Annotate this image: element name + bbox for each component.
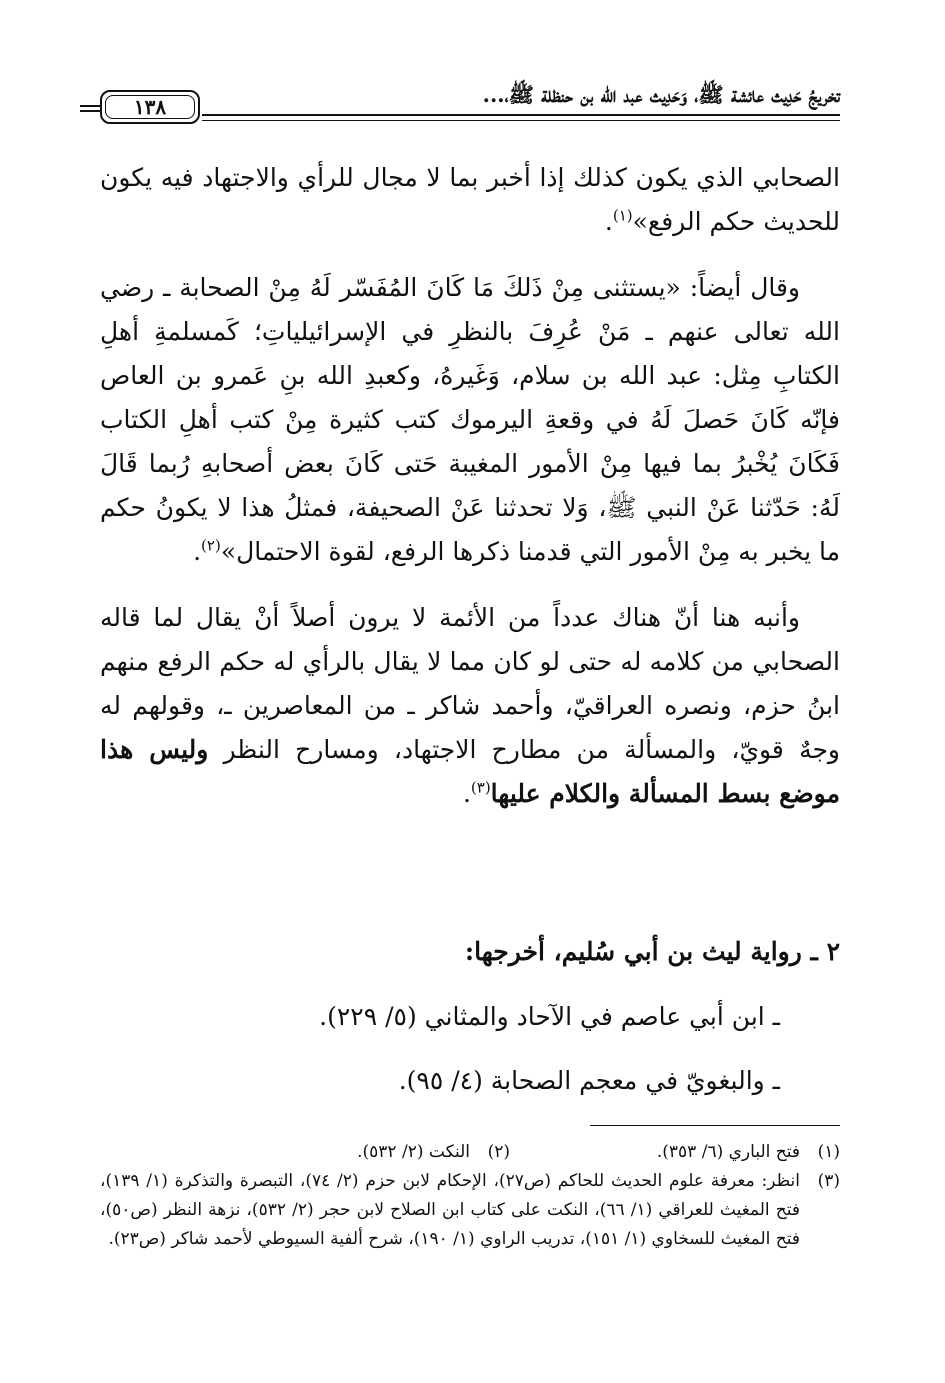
paragraph-1 <box>100 156 840 244</box>
paragraph-3-period: . <box>462 779 471 808</box>
footnote-2 <box>180 1138 510 1167</box>
footnote-ref-2: (٢) <box>201 536 221 555</box>
footnote-2-number: (٢) <box>487 1142 510 1162</box>
source-list <box>100 985 840 1113</box>
list-item: ـ والبغويّ في معجم الصحابة (٤/ ٩٥). <box>398 1066 780 1095</box>
footnote-1 <box>510 1138 840 1167</box>
footnote-3-number: (٣) <box>817 1171 840 1191</box>
footnote-1-number: (١) <box>817 1142 840 1162</box>
footnote-1-text: فتح الباري (٦/ ٣٥٣). <box>656 1142 800 1162</box>
paragraph-3-text: وأنبه هنا أنّ هناك عدداً من الأئمة لا يرون أصلاً أنْ يقال لما قاله الصحابي من كلامه له حتى لو كان مما لا يقال بالرأي له حكم الرفع منهم ابنُ حزم، ونصره العراقيّ، وأحمد شاكر ـ من المعاصرين ـ، وقولهم له وجهٌ قويّ، والمسألة من مطارح الاجتهاد، ومسارح النظر <box>100 603 841 764</box>
paragraph-3 <box>100 596 840 816</box>
footnote-ref-1: (١) <box>612 206 633 225</box>
paragraph-2 <box>100 266 840 574</box>
footnote-3 <box>100 1167 840 1254</box>
header-rule <box>202 114 840 121</box>
footnote-2-text: النكت (٢/ ٥٣٢). <box>357 1142 470 1162</box>
footnote-ref-3: (٣) <box>470 778 491 797</box>
footnote-row <box>100 1138 840 1167</box>
paragraph-2-period: . <box>193 537 202 566</box>
paragraph-3-bold-text: وليس هذا موضع بسط المسألة والكلام عليها <box>100 735 840 808</box>
page-number-text: ١٣٨ <box>133 95 167 119</box>
paragraph-1-period: . <box>604 207 613 236</box>
page-header <box>100 68 840 136</box>
footnote-3-text: انظر: معرفة علوم الحديث للحاكم (ص٢٧)، الإحكام لابن حزم (٢/ ٧٤)، التبصرة والتذكرة (١/ ١٣٩)، فتح المغيث للعراقي (١/ ٦٦)، النكت على كتاب ابن الصلاح لابن حجر (٢/ ٥٣٢)، نزهة النظر (ص٥٠)، فتح المغيث للسخاوي (١/ ١٥١)، تدريب الراوي (١/ ١٩٠)، شرح ألفية السيوطي لأحمد شاكر (ص٢٣). <box>100 1171 801 1249</box>
section-heading: ٢ ـ رواية ليث بن أبي سُليم، أخرجها: <box>464 937 840 966</box>
list-item: ـ ابن أبي عاصم في الآحاد والمثاني (٥/ ٢٢٩). <box>319 1002 780 1031</box>
running-title: تخريجُ حَدِيث عائشة ﷺ، وَحَدِيث عبد الله بن حنظلة ﷺ،... <box>482 82 840 107</box>
paragraph-2-text: وقال أيضاً: «يستثنى مِنْ ذَلكَ مَا كَانَ المُفَسّر لَهُ مِنْ الصحابة ـ رضي الله تعالى عنهم ـ مَنْ عُرِفَ بالنظرِ في الإسرائيلياتِ؛ كَمسلمةِ أهلِ الكتابِ مِثل: عبد الله بن سلام، وَغَيرهُ، وكعبدِ الله بنِ عَمرو بن العاص فإنّه كَانَ حَصلَ لَهُ في وقعةِ اليرموك كتب كثيرة مِنْ كتب أهلِ الكتاب فَكَانَ يُخْبرُ بما فيها مِنْ الأمور المغيبة حَتى كَانَ بعض أصحابهِ رُبما قَالَ لَهُ: حَدّثنا عَنْ النبي ﷺ، وَلا تحدثنا عَنْ الصحيفة، فمثلُ هذا لا يكونُ حكم ما يخبر به مِنْ الأمور التي قدمنا ذكرها الرفع، لقوة الاحتمال» <box>100 273 840 566</box>
footnotes <box>100 1138 840 1254</box>
page-number <box>100 90 200 124</box>
main-text <box>100 156 840 816</box>
paragraph-1-text: الصحابي الذي يكون كذلك إذا أخبر بما لا مجال للرأي والاجتهاد فيه يكون للحديث حكم الرفع» <box>100 163 840 236</box>
footnote-separator <box>590 1125 840 1126</box>
